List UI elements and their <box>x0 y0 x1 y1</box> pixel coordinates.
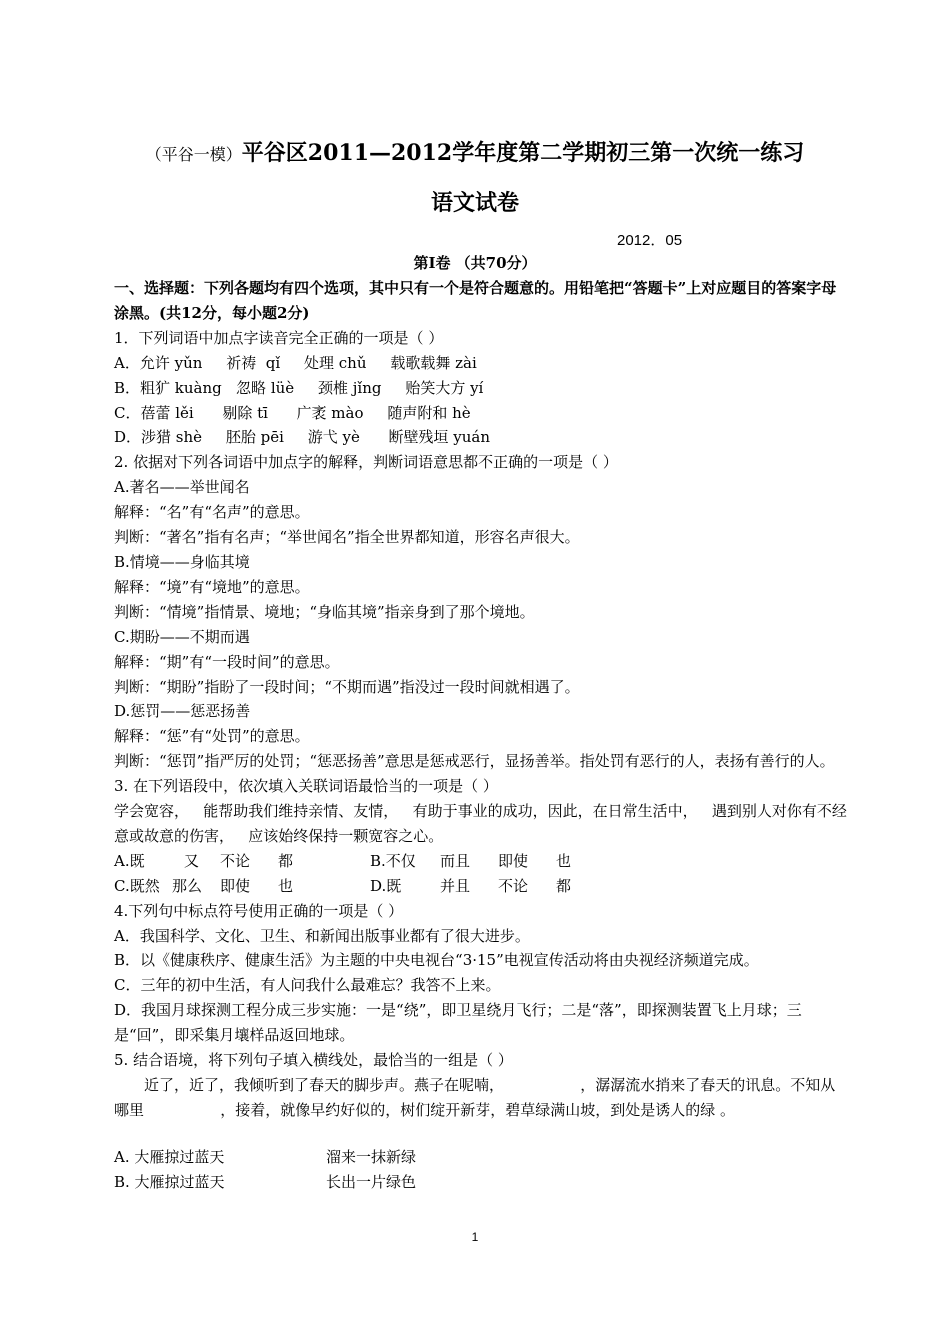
q3-option-b-word-3: 即使 <box>498 851 529 870</box>
title-main: 平谷区2011—2012学年度第二学期初三第一次统一练习 <box>241 140 805 166</box>
q3-options-row-1 <box>114 849 849 874</box>
q3-option-a-word-3: 不论 <box>220 851 251 870</box>
q3-option-b-label: B.不仅 <box>370 851 416 870</box>
q3-option-b-word-2: 而且 <box>440 851 471 870</box>
q2-stem: 2. 依据对下列各词语中加点字的解释，判断词语意思都不正确的一项是（ ） <box>114 453 618 472</box>
q3-option-d-word-3: 不论 <box>498 876 529 895</box>
q4-option-d: D．我国月球探测工程分成三步实施：一是“绕”，即卫星绕月飞行；二是“落”，即探测装置飞上月球；三是“回”，即采集月壤样品返回地球。 <box>114 1001 802 1045</box>
q3-option-b-word-4: 也 <box>556 851 572 870</box>
page-number: 1 <box>471 1230 479 1244</box>
q5-option-a <box>114 1145 849 1170</box>
exam-subtitle: 语文试卷 <box>430 190 519 216</box>
q4-stem: 4.下列句中标点符号使用正确的一项是（ ） <box>114 901 404 920</box>
exam-date: 2012．05 <box>617 232 683 249</box>
q2-option-d-explanation: 解释：“惩”有“处罚”的意思。 <box>114 727 310 746</box>
q4-option-b: B．以《健康秩序、健康生活》为主题的中央电视台“3·15”电视宣传活动将由央视经济频道完成。 <box>114 951 759 970</box>
q2-option-b-explanation: 解释：“境”有“境地”的意思。 <box>114 577 310 596</box>
q3-option-c-word-4: 也 <box>278 876 294 895</box>
exam-content <box>114 276 849 1195</box>
q5-option-b-part-1: B. 大雁掠过蓝天 <box>114 1172 225 1191</box>
q3-option-a-label: A.既 <box>114 851 145 870</box>
q3-option-d-word-4: 都 <box>556 876 572 895</box>
q1-option-c: C．蓓蕾 lěi 剔除 tī 广袤 mào 随声附和 hè <box>114 403 471 422</box>
q3-passage: 学会宽容， 能帮助我们维持亲情、友情， 有助于事业的成功，因此，在日常生活中， 遇到别人对你有不经意或故意的伤害， 应该始终保持一颗宽容之心。 <box>114 802 847 845</box>
q3-options-row-2 <box>114 874 849 899</box>
q2-option-a-explanation: 解释：“名”有“名声”的意思。 <box>114 503 310 522</box>
q2-option-d-judgement: 判断：“惩罚”指严厉的处罚；“惩恶扬善”意思是惩戒恶行，显扬善举。指处罚有恶行的人，表扬有善行的人。 <box>114 752 835 771</box>
q2-option-a-head: A.著名——举世闻名 <box>114 478 250 497</box>
q2-option-c-head: C.期盼——不期而遇 <box>114 627 250 646</box>
section1-instruction: 一、选择题：下列各题均有四个选项，其中只有一个是符合题意的。用铅笔把“答题卡”上对应题目的答案字母涂黑。(共12分，每小题2分) <box>114 279 837 322</box>
q3-option-a-word-2: 又 <box>184 851 200 870</box>
q3-option-d-word-2: 并且 <box>440 876 471 895</box>
q1-option-d: D．涉猎 shè 胚胎 pēi 游弋 yè 断壁残垣 yuán <box>114 428 490 447</box>
q5-option-b <box>114 1170 849 1195</box>
q1-option-a: A．允许 yǔn 祈祷 qǐ 处理 chǔ 载歌载舞 zài <box>114 353 477 372</box>
q1-stem: 1．下列词语中加点字读音完全正确的一项是（ ） <box>114 328 444 347</box>
volume-heading: 第Ⅰ卷 （共70分） <box>413 254 537 272</box>
q4-option-c: C．三年的初中生活，有人问我什么最难忘？我答不上来。 <box>114 976 501 995</box>
q2-option-a-judgement: 判断：“著名”指有名声；“举世闻名”指全世界都知道，形容名声很大。 <box>114 528 580 547</box>
title-prefix: （平谷一模） <box>145 145 242 164</box>
q3-option-c-word-3: 即使 <box>220 876 251 895</box>
spacer <box>114 1123 849 1145</box>
q3-option-c-label: C.既然 <box>114 876 160 895</box>
q2-option-b-judgement: 判断：“情境”指情景、境地；“身临其境”指亲身到了那个境地。 <box>114 602 535 621</box>
q5-passage: 近了，近了，我倾听到了春天的脚步声。燕子在呢喃， ，潺潺流水捎来了春天的讯息。不知从哪里 ，接着，就像早约好似的，树们绽开新芽，碧草绿满山坡，到处是诱人的绿 。 <box>114 1076 836 1119</box>
q1-option-b: B．粗犷 kuàng 忽略 lüè 颈椎 jǐng 贻笑大方 yí <box>114 378 484 397</box>
q2-option-c-explanation: 解释：“期”有“一段时间”的意思。 <box>114 652 340 671</box>
q3-option-c-word-2: 那么 <box>172 876 203 895</box>
q5-option-a-part-1: A. 大雁掠过蓝天 <box>114 1147 225 1166</box>
q2-option-c-judgement: 判断：“期盼”指盼了一段时间；“不期而遇”指没过一段时间就相遇了。 <box>114 677 580 696</box>
q5-stem: 5. 结合语境，将下列句子填入横线处，最恰当的一组是（ ） <box>114 1051 513 1070</box>
q5-option-a-part-2: 溜来一抹新绿 <box>326 1147 417 1166</box>
q3-option-a-word-4: 都 <box>278 851 294 870</box>
q3-option-d-label: D.既 <box>370 876 402 895</box>
exam-title <box>0 136 950 167</box>
q5-option-b-part-2: 长出一片绿色 <box>326 1172 417 1191</box>
q3-stem: 3. 在下列语段中，依次填入关联词语最恰当的一项是（ ） <box>114 777 498 796</box>
q4-option-a: A．我国科学、文化、卫生、和新闻出版事业都有了很大进步。 <box>114 926 530 945</box>
q2-option-b-head: B.情境——身临其境 <box>114 552 250 571</box>
q2-option-d-head: D.惩罚——惩恶扬善 <box>114 702 251 721</box>
